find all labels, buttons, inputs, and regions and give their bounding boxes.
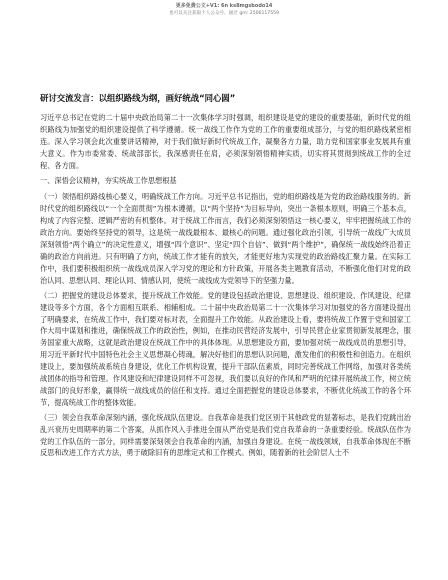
subsection-3: （三）领会自我革命深刻内涵，强化统战队伍建设。自我革命是我们党区别于其他政党的显著标志，是我们党跳出治乱兴衰历史周期率的第二个答案，从抓作风入手推进全面从严治党是我们党自我革命的一条重要经验。统战队伍作为党的工作队伍的一部分，同样需要深刻领会自我革命的内涵，加强自身建设。在统一战线领域，自我革命体现在不断反思和改进工作方式方法，勇于破除旧有的思维定式和工作模式。例如，随着新的社会阶层人士不 — [40, 412, 411, 458]
header-line-2: 也可以关注获取个人公众号，通过 gm: 2506117559 — [169, 11, 279, 16]
subsection-2: （二）把握党的建设总体要求，提升统战工作效能。党的建设包括政治建设、思想建设、组织建设、作风建设、纪律建设等多个方面，各个方面相互联系、相辅相成。二十届中央政治局第二十一次集体学习对加强党的各方面建设提出了明确要求，在统战工作中，我们要对标对表，全面提升工作效能。从政治建设上看，要将统战工作置于党和国家工作大局中谋划和推进，确保统战工作的政治性，例如，在推动民营经济发展中，引导民营企业家贯彻新发展理念，服务国家重大战略，这就是政治建设在统战工作中的具体体现。从思想建设方面，要加强对统一战线成员的思想引导，用习近平新时代中国特色社会主义思想凝心铸魂，解决好他们的思想认识问题，激发他们的积极性和创造力。在组织建设上，要加强统战系统自身建设，优化工作机构设置，提升干部队伍素质，同时完善统战工作网络，加强对各类统战团体的指导和管理。作风建设和纪律建设同样不可忽视，我们要以良好的作风和严明的纪律开展统战工作，树立统战部门的良好形象，赢得统一战线成员的信任和支持。通过全面把握党的建设总体要求，不断优化统战工作的各个环节，提高统战工作的整体效能。 — [40, 290, 411, 407]
header-line-1: 更多免费公文+V1: 6n ks8mgsbodo14 — [175, 3, 273, 9]
subsection-1: （一）领悟组织路线核心要义，明确统战工作方向。习近平总书记指出，党的组织路线是为党的政治路线服务的。新时代党的组织路线以“一个全面贯彻”为根本遵循，以“两个坚持”为目标导向，突出一条根本原则，明确三个基本点，构成了内容完整、逻辑严密的有机整体。对于统战工作而言，我们必须深刻领悟这一核心要义，牢牢把握统战工作的政治方向。要始终坚持党的领导，这是统一战线最根本、最核心的问题。通过强化政治引领，引导统一战线广大成员深刻领悟“两个确立”的决定性意义，增强“四个意识”、坚定“四个自信”、做到“两个维护”，确保统一战线始终沿着正确的政治方向前进。只有明确了方向，统战工作才能有的放矢，才能更好地为实现党的政治路线汇聚力量。在实际工作中，我们要积极组织统一战线成员深入学习党的理论和方针政策，开展各类主题教育活动，不断强化他们对党的政治认同、思想认同、理论认同、情感认同，使统一战线成为党领导下的坚强力量。 — [40, 192, 411, 285]
document-body — [40, 112, 411, 462]
document-title: 研讨交流发言：以组织路线为纲，画好统战“同心圆” — [40, 93, 236, 103]
intro-paragraph: 习近平总书记在党的二十届中央政治局第二十一次集体学习时强调，组织建设是党的建设的重要基础，新时代党的组织路线为加强党的组织建设提供了科学遵循。统一战线工作作为党的工作的重要组成部分，与党的组织路线紧密相连。深入学习领会此次重要讲话精神，对于我们做好新时代统战工作，凝聚各方力量，助力党和国家事业发展具有重大意义。作为市委常委、统战部部长，我深感责任在肩，必须深刻领悟精神实质，切实将其贯彻到统战工作的全过程、各方面。 — [40, 113, 411, 170]
page-header — [0, 2, 448, 17]
section-heading-1: 一、深悟会议精神，夯实统战工作思想根基 — [40, 175, 177, 185]
